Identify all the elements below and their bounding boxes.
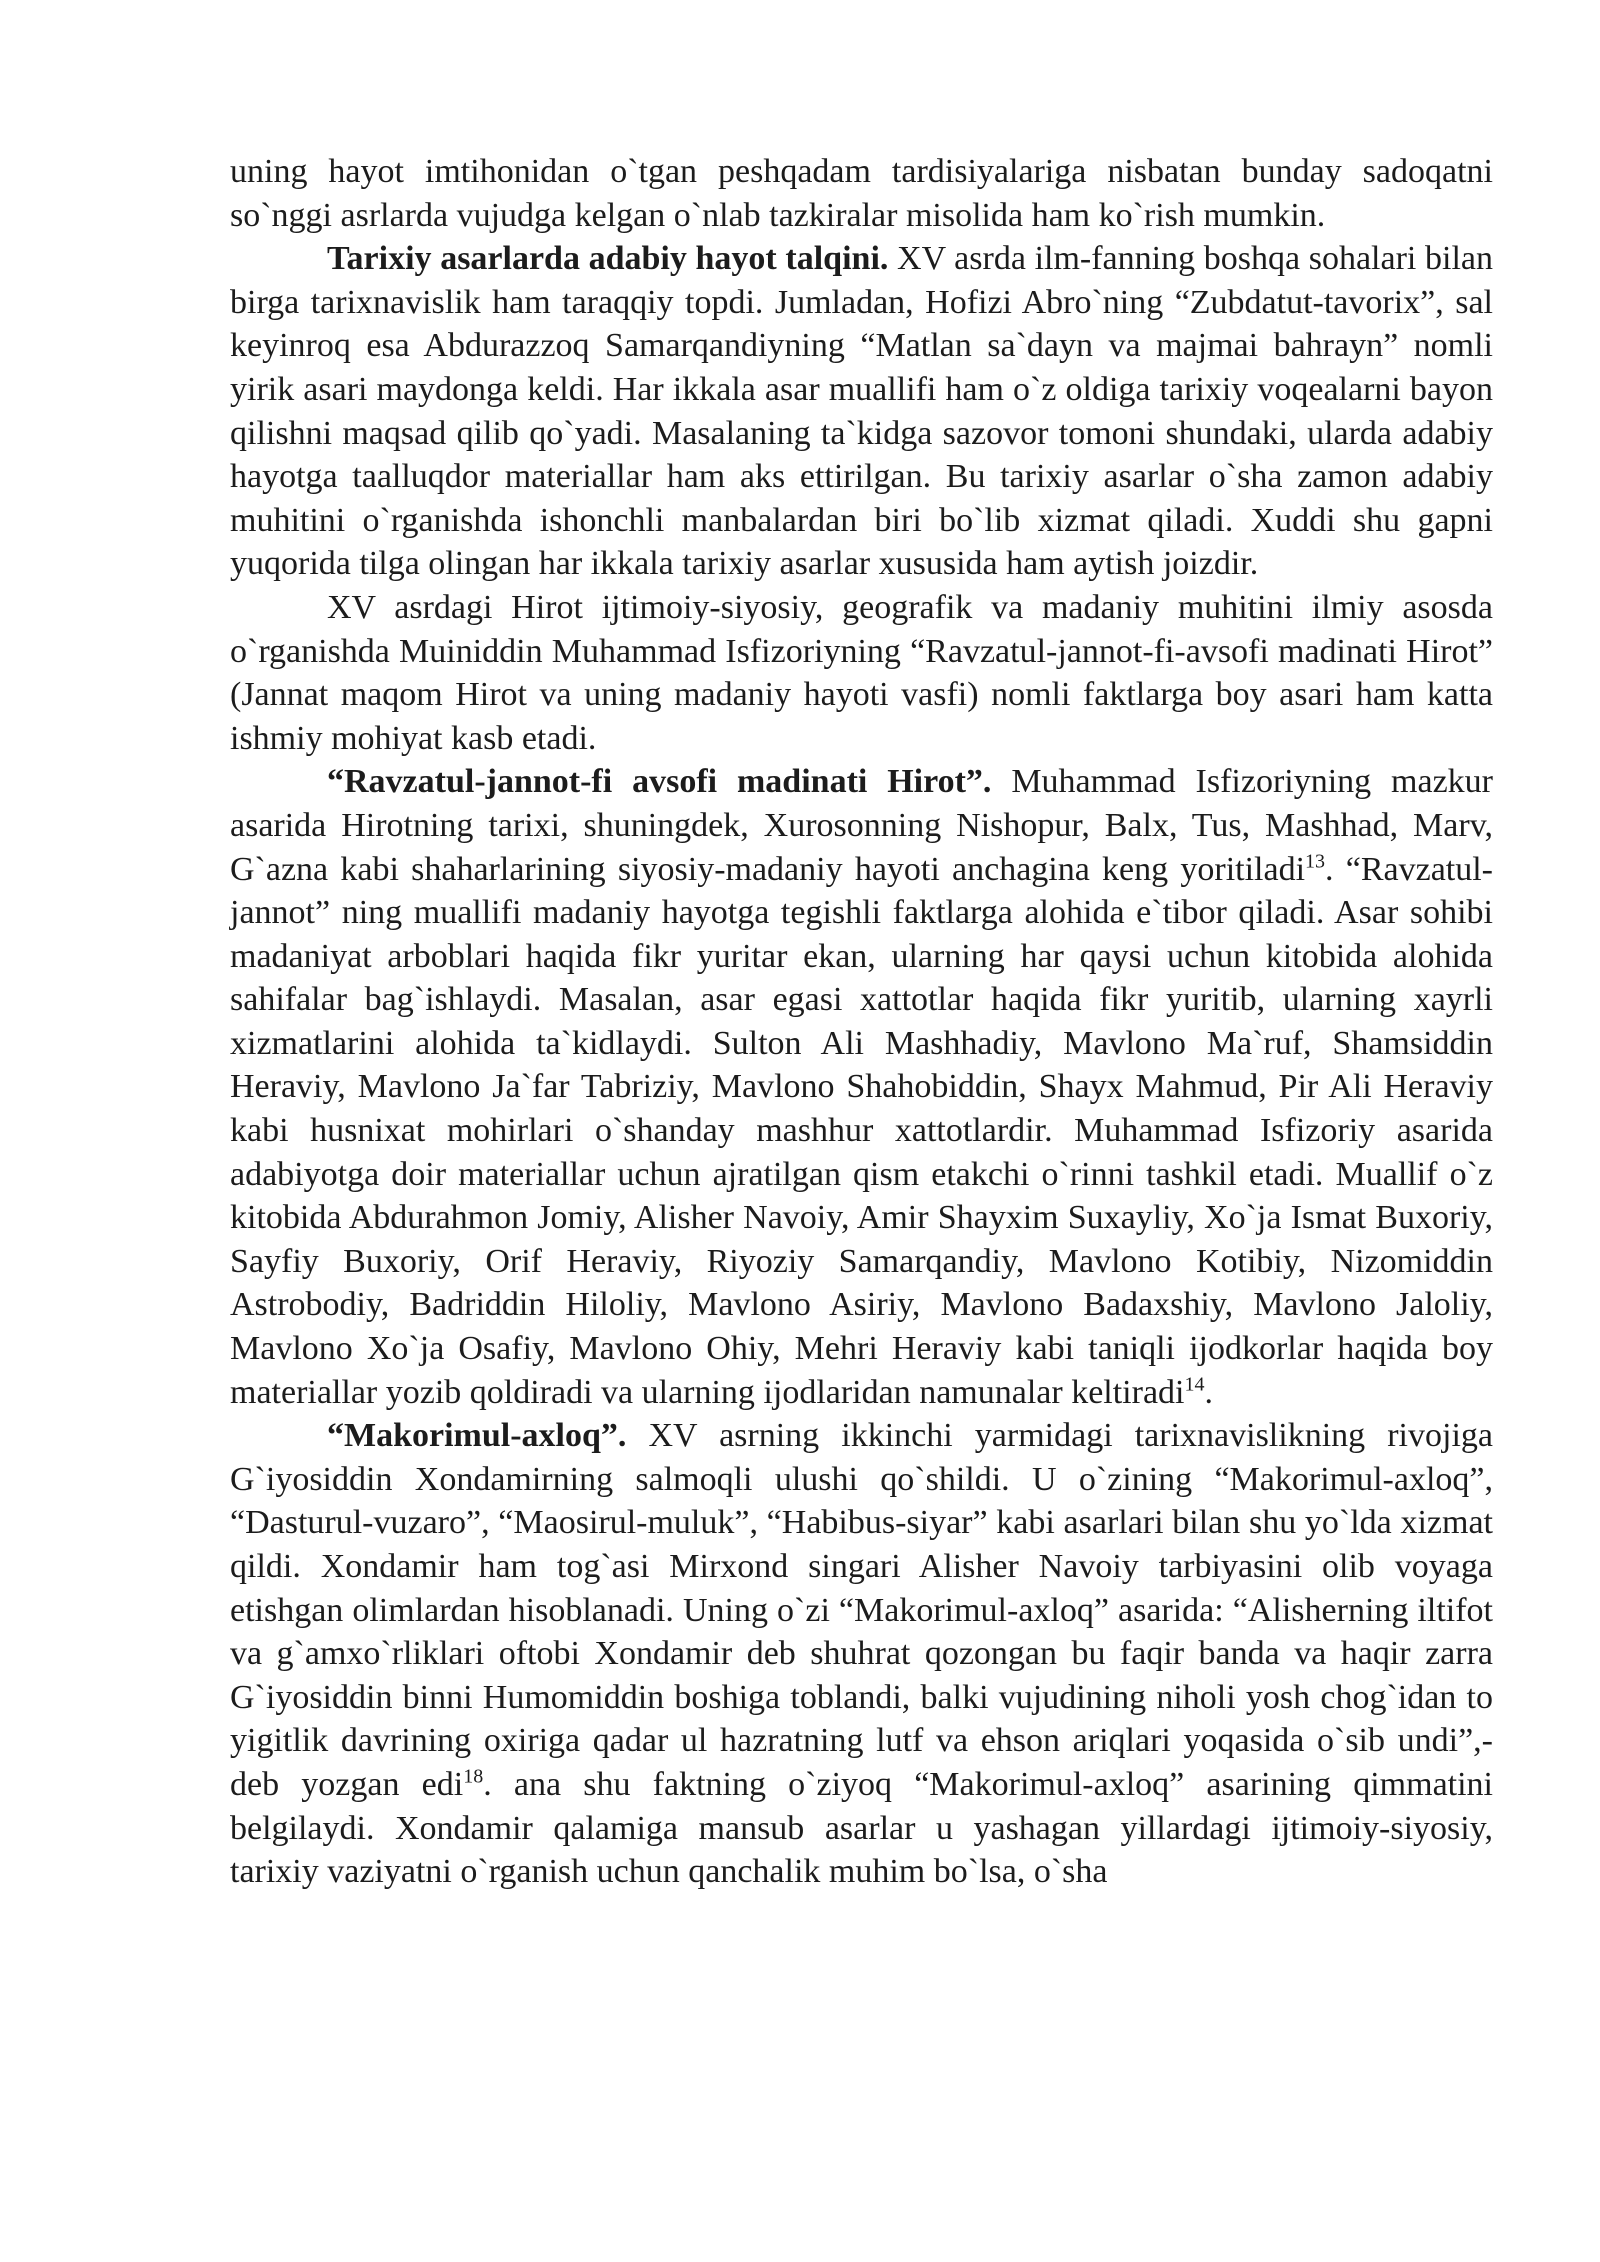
paragraph-hirot-environment [230, 586, 1493, 760]
paragraph-text: XV asrda ilm-fanning boshqa sohalari bilan birga tarixnavislik ham taraqqiy topdi. Jumladan, Hofizi Abro`ning “Zubdatut-tavorix”, sal keyinroq esa Abdurazzoq Samarqandiyning “Matlan sa`dayn va majmai bahrayn” nomli yirik asari maydonga keldi. Har ikkala asar muallifi ham o`z oldiga tarixiy voqealarni bayon qilishni maqsad qilib qo`yadi. Masalaning ta`kidga sazovor tomoni shundaki, ularda adabiy hayotga taalluqdor materiallar ham aks ettirilgan. Bu tarixiy asarlar o`sha zamon adabiy muhitini o`rganishda ishonchli manbalardan biri bo`lib xizmat qiladi. Xuddi shu gapni yuqorida tilga olingan har ikkala tarixiy asarlar xususida ham aytish joizdir. [230, 240, 1493, 583]
paragraph-historical-works [230, 237, 1493, 586]
paragraph-text: uning hayot imtihonidan o`tgan peshqadam tardisiyalariga nisbatan bunday sadoqatni so`nggi asrlarda vujudga kelgan o`nlab tazkiralar misolida ham ko`rish mumkin. [230, 153, 1493, 234]
paragraph-intro-continuation [230, 150, 1493, 237]
section-heading: Tarixiy asarlarda adabiy hayot talqini. [327, 240, 889, 278]
section-heading: “Makorimul-axloq”. [327, 1417, 627, 1455]
footnote-marker: 18 [463, 1765, 484, 1788]
paragraph-text-end: . [1204, 1373, 1213, 1411]
paragraph-text-tail: . ana shu faktning o`ziyoq “Makorimul-axloq” asarining qimmatini belgilaydi. Xondamir qalamiga mansub asarlar u yashagan yillardagi ijtimoiy-siyosiy, tarixiy vaziyatni o`rganish uchun qanchalik muhim bo`lsa, o`sha [230, 1765, 1493, 1891]
paragraph-text: XV asrdagi Hirot ijtimoiy-siyosiy, geografik va madaniy muhitini ilmiy asosda o`rganishda Muiniddin Muhammad Isfizoriyning “Ravzatul-jannot-fi-avsofi madinati Hirot” (Jannat maqom Hirot va uning madaniy hayoti vasfi) nomli faktlarga boy asari ham katta ishmiy mohiyat kasb etadi. [230, 588, 1493, 757]
paragraph-text: Muhammad Isfizoriyning mazkur asarida Hirotning tarixi, shuningdek, Xurosonning Nishopur, Balx, Tus, Mashhad, Marv, G`azna kabi shaharlarining siyosiy-madaniy hayoti anchagina keng yoritiladi [230, 763, 1494, 888]
section-heading: “Ravzatul-jannot-fi avsofi madinati Hirot”. [327, 763, 992, 801]
document-page [230, 150, 1493, 1894]
paragraph-ravzatul-jannot [230, 760, 1493, 1414]
footnote-marker: 13 [1305, 850, 1326, 873]
paragraph-makorimul-axloq [230, 1414, 1493, 1894]
footnote-marker: 14 [1184, 1373, 1205, 1396]
paragraph-text-tail: . “Ravzatul-jannot” ning muallifi madaniy hayotga tegishli faktlarga alohida e`tibor qiladi. Asar sohibi madaniyat arboblari haqida fikr yuritar ekan, ularning har qaysi uchun kitobida alohida sahifalar bag`ishlaydi. Masalan, asar egasi xattotlar haqida fikr yuritib, ularning xayrli xizmatlarini alohida ta`kidlaydi. Sulton Ali Mashhadiy, Mavlono Ma`ruf, Shamsiddin Heraviy, Mavlono Ja`far Tabriziy, Mavlono Shahobiddin, Shayx Mahmud, Pir Ali Heraviy kabi husnixat mohirlari o`shanday mashhur xattotlardir. Muhammad Isfizoriy asarida adabiyotga doir materiallar uchun ajratilgan qism etakchi o`rinni tashkil etadi. Muallif o`z kitobida Abdurahmon Jomiy, Alisher Navoiy, Amir Shayxim Suxayliy, Xo`ja Ismat Buxoriy, Sayfiy Buxoriy, Orif Heraviy, Riyoziy Samarqandiy, Mavlono Kotibiy, Nizomiddin Astrobodiy, Badriddin Hiloliy, Mavlono Asiriy, Mavlono Badaxshiy, Mavlono Jaloliy, Mavlono Xo`ja Osafiy, Mavlono Ohiy, Mehri Heraviy kabi taniqli ijodkorlar haqida boy materiallar yozib qoldiradi va ularning ijodlaridan namunalar keltiradi [230, 850, 1493, 1411]
paragraph-text: XV asrning ikkinchi yarmidagi tarixnavislikning rivojiga G`iyosiddin Xondamirning salmoqli ulushi qo`shildi. U o`zining “Makorimul-axloq”, “Dasturul-vuzaro”, “Maosirul-muluk”, “Habibus-siyar” kabi asarlari bilan shu yo`lda xizmat qildi. Xondamir ham tog`asi Mirxond singari Alisher Navoiy tarbiyasini olib voyaga etishgan olimlardan hisoblanadi. Uning o`zi “Makorimul-axloq” asarida: “Alisherning iltifot va g`amxo`rliklari oftobi Xondamir deb shuhrat qozongan bu faqir banda va haqir zarra G`iyosiddin binni Humomiddin boshiga toblandi, balki vujudining niholi yosh chog`idan to yigitlik davrining oxiriga qadar ul hazratning lutf va ehson ariqlari yoqasida o`sib undi”,- deb yozgan edi [230, 1417, 1493, 1803]
